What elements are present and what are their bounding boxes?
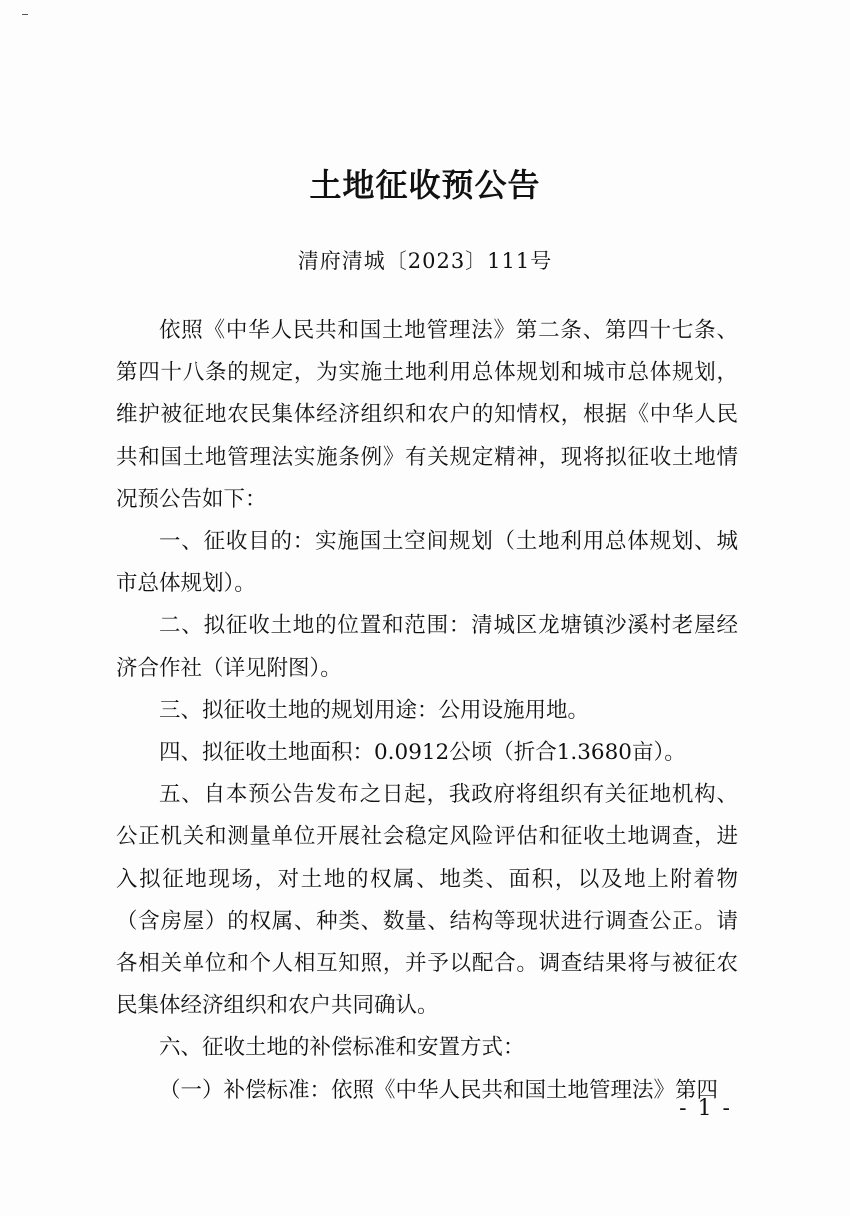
document-number: 清府清城〔2023〕111号 [297, 249, 553, 273]
paragraph-compensation-heading: 六、征收土地的补偿标准和安置方式： [159, 1035, 525, 1061]
paragraph-intro: 依照《中华人民共和国土地管理法》第二条、第四十七条、第四十八条的规定，为实施土地利用总体规划和城市总体规划，维护被征地农民集体经济组织和农户的知情权，根据《中华人民共和国土地管理法实施条例》有关规定精神，现将拟征收土地情况预公告如下： [116, 318, 738, 512]
document-title: 土地征收预公告 [309, 166, 541, 204]
document-body [116, 310, 738, 1112]
paragraph-location: 二、拟征收土地的位置和范围：清城区龙塘镇沙溪村老屋经济合作社（详见附图）。 [116, 613, 738, 681]
paragraph-area: 四、拟征收土地面积：0.0912公顷（折合1.3680亩）。 [159, 740, 686, 766]
scan-mark [22, 14, 28, 15]
paragraph-purpose: 一、征收目的：实施国土空间规划（土地利用总体规划、城市总体规划）。 [116, 529, 738, 597]
paragraph-compensation-standard: （一）补偿标准：依照《中华人民共和国土地管理法》第四 [159, 1077, 719, 1103]
paragraph-usage: 三、拟征收土地的规划用途：公用设施用地。 [159, 697, 590, 723]
page-number: - 1 - [679, 1096, 732, 1121]
paragraph-survey: 五、自本预公告发布之日起，我政府将组织有关征地机构、公正机关和测量单位开展社会稳定风险评估和征收土地调查，进入拟征地现场，对土地的权属、地类、面积，以及地上附着物（含房屋）的权属、种类、数量、结构等现状进行调查公正。请各相关单位和个人相互知照，并予以配合。调查结果将与被征农民集体经济组织和农户共同确认。 [116, 782, 738, 1019]
